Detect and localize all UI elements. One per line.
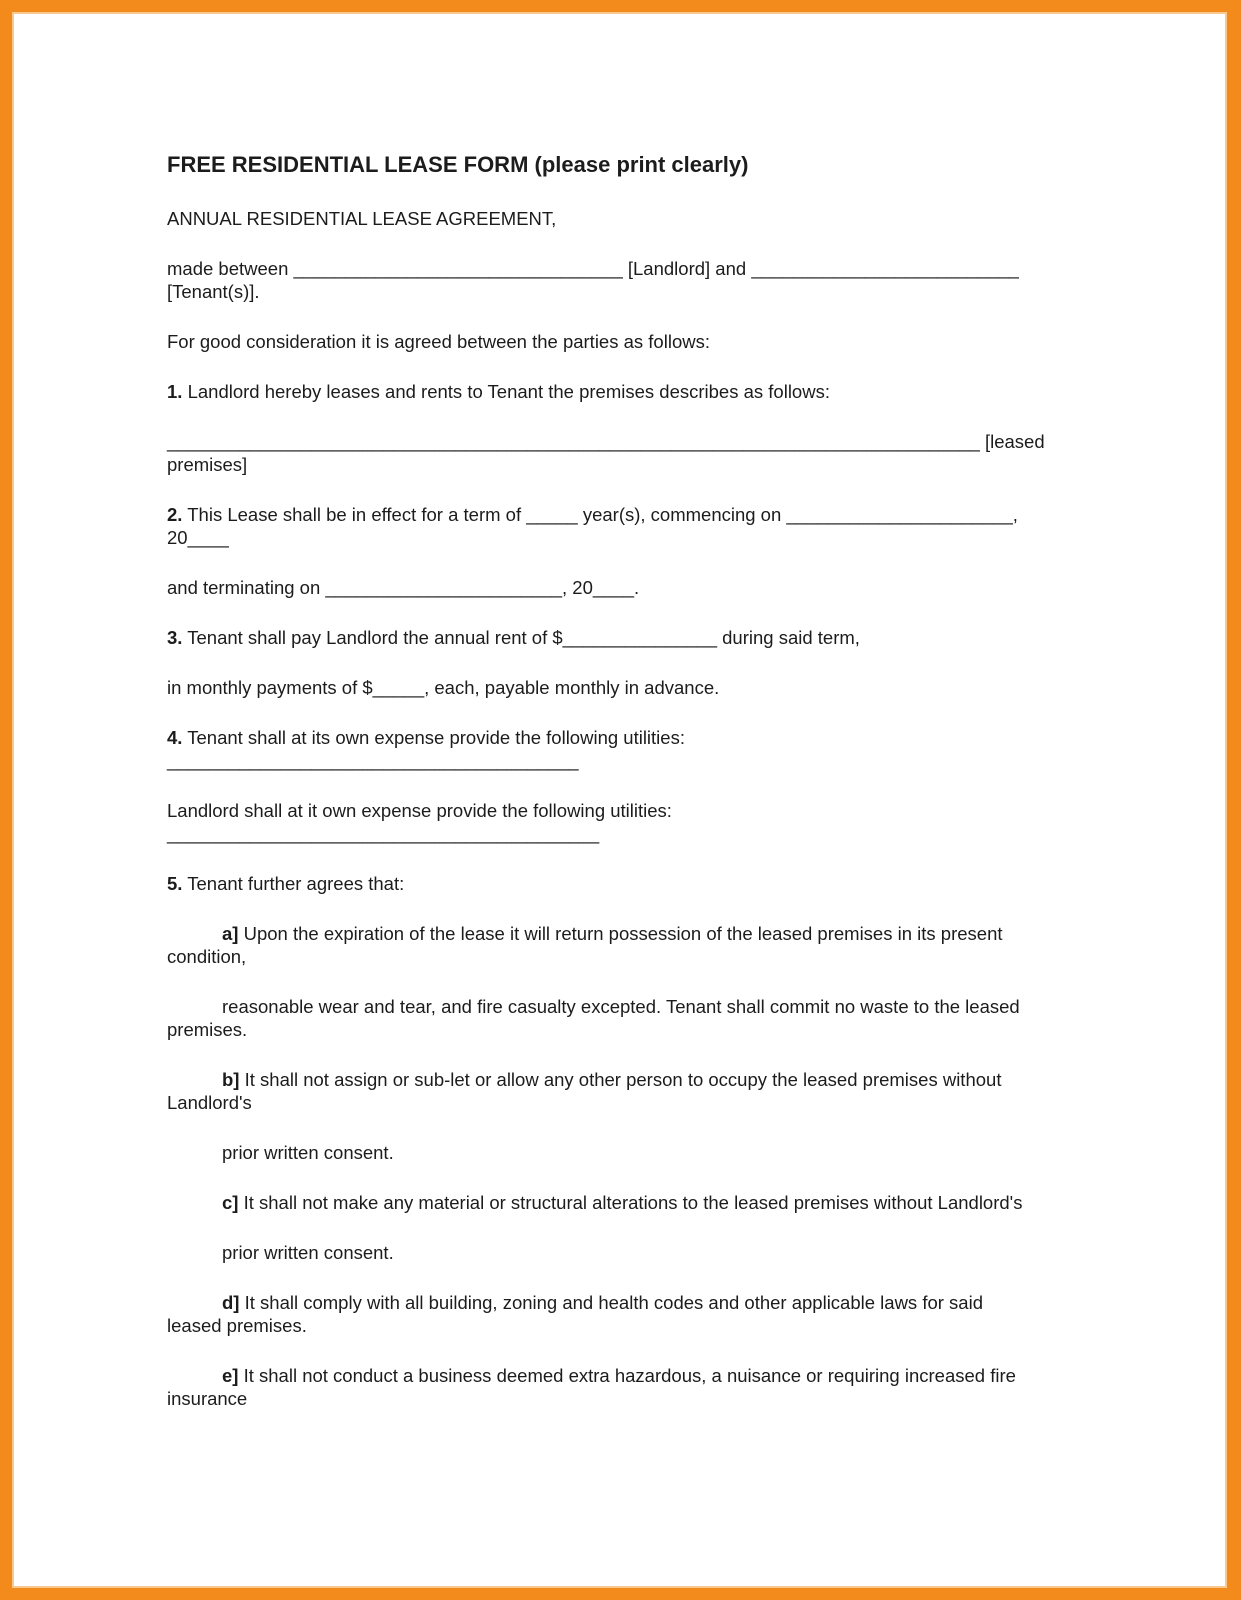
clause-text: Landlord hereby leases and rents to Tenant the premises describes as follows: bbox=[182, 381, 830, 402]
subclause-label: e] bbox=[222, 1365, 239, 1386]
clause-3 bbox=[167, 626, 860, 649]
document-page bbox=[12, 12, 1227, 1588]
clause-5c-2: prior written consent. bbox=[222, 1242, 394, 1263]
clause-1 bbox=[167, 380, 830, 403]
subclause-label: c] bbox=[222, 1192, 239, 1213]
subclause-text: It shall comply with all building, zoning and health codes and other applicable laws for said bbox=[239, 1292, 983, 1313]
clause-5b bbox=[222, 1068, 1001, 1091]
subclause-label: a] bbox=[222, 923, 239, 944]
document-title: FREE RESIDENTIAL LEASE FORM (please print clearly) bbox=[167, 152, 749, 177]
leased-premises-blank: _______________________________________________________________________________ [leased bbox=[167, 431, 1045, 452]
subclause-text: It shall not make any material or structural alterations to the leased premises without Landlord's bbox=[238, 1192, 1023, 1213]
parties-line: made between ________________________________ [Landlord] and __________________________ bbox=[167, 258, 1019, 279]
clause-number: 1. bbox=[167, 381, 183, 402]
clause-5d bbox=[222, 1291, 983, 1314]
subclause-text: It shall not conduct a business deemed extra hazardous, a nuisance or requiring increased fire bbox=[238, 1365, 1016, 1386]
monthly-payments-line: in monthly payments of $_____, each, payable monthly in advance. bbox=[167, 677, 720, 698]
clause-number: 5. bbox=[167, 873, 183, 894]
clause-text: Tenant shall at its own expense provide the following utilities: bbox=[182, 727, 685, 748]
clause-text: Tenant further agrees that: bbox=[182, 873, 405, 894]
landlord-utilities-text: Landlord shall at it own expense provide the following utilities: bbox=[167, 800, 672, 821]
clause-number: 2. bbox=[167, 504, 183, 525]
clause-2 bbox=[167, 503, 1018, 526]
clause-5a-cont: condition, bbox=[167, 946, 247, 967]
clause-5a-2: reasonable wear and tear, and fire casualty excepted. Tenant shall commit no waste to the leased bbox=[222, 996, 1020, 1017]
clause-number: 4. bbox=[167, 727, 183, 748]
clause-5e bbox=[222, 1364, 1016, 1387]
terminating-line: and terminating on _______________________, 20____. bbox=[167, 577, 640, 598]
subclause-text: Upon the expiration of the lease it will return possession of the leased premises in its present bbox=[238, 923, 1003, 944]
clause-2-cont: 20____ bbox=[167, 527, 229, 548]
clause-5 bbox=[167, 872, 404, 895]
clause-5d-cont: leased premises. bbox=[167, 1315, 307, 1336]
clause-5b-2: prior written consent. bbox=[222, 1142, 394, 1163]
clause-4 bbox=[167, 726, 685, 749]
subclause-label: b] bbox=[222, 1069, 240, 1090]
clause-5b-cont: Landlord's bbox=[167, 1092, 252, 1113]
consideration-text: For good consideration it is agreed between the parties as follows: bbox=[167, 331, 710, 352]
landlord-utilities-blank: __________________________________________ bbox=[167, 823, 600, 844]
leased-premises-cont: premises] bbox=[167, 454, 248, 475]
clause-5a-2-cont: premises. bbox=[167, 1019, 248, 1040]
parties-line-cont: [Tenant(s)]. bbox=[167, 281, 260, 302]
clause-5a bbox=[222, 922, 1003, 945]
agreement-heading: ANNUAL RESIDENTIAL LEASE AGREEMENT, bbox=[167, 208, 557, 229]
clause-number: 3. bbox=[167, 627, 183, 648]
tenant-utilities-blank: ________________________________________ bbox=[167, 750, 579, 771]
clause-text: Tenant shall pay Landlord the annual rent of $_______________ during said term, bbox=[182, 627, 860, 648]
clause-5c bbox=[222, 1191, 1022, 1214]
subclause-text: It shall not assign or sub-let or allow any other person to occupy the leased premises without bbox=[239, 1069, 1002, 1090]
subclause-label: d] bbox=[222, 1292, 240, 1313]
clause-text: This Lease shall be in effect for a term of _____ year(s), commencing on ______________________, bbox=[182, 504, 1018, 525]
clause-5e-cont: insurance bbox=[167, 1388, 248, 1409]
